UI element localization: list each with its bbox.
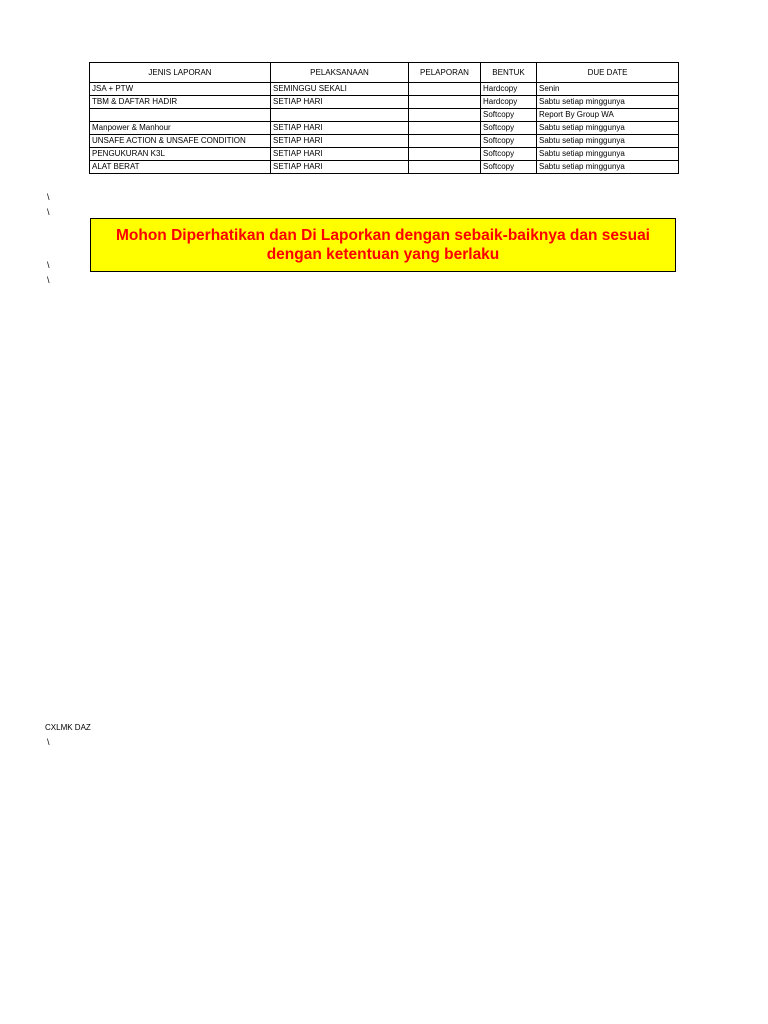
table-row	[90, 148, 679, 161]
cell-pelaporan	[409, 96, 481, 109]
cell-pelaporan	[409, 148, 481, 161]
cell-pelaksanaan: SETIAP HARI	[271, 148, 409, 161]
cell-pelaporan	[409, 122, 481, 135]
cell-jenis: UNSAFE ACTION & UNSAFE CONDITION	[90, 135, 271, 148]
cell-pelaporan	[409, 135, 481, 148]
cell-bentuk: Softcopy	[481, 135, 537, 148]
header-jenis-laporan: JENIS LAPORAN	[90, 63, 271, 83]
cell-jenis: JSA + PTW	[90, 83, 271, 96]
table-row	[90, 135, 679, 148]
cell-due-date: Sabtu setiap minggunya	[537, 148, 679, 161]
cell-bentuk: Softcopy	[481, 109, 537, 122]
table-header-row	[90, 63, 679, 83]
cell-pelaksanaan: SETIAP HARI	[271, 135, 409, 148]
cell-jenis: PENGUKURAN K3L	[90, 148, 271, 161]
cell-pelaporan	[409, 109, 481, 122]
cell-due-date: Sabtu setiap minggunya	[537, 122, 679, 135]
cell-bentuk: Softcopy	[481, 122, 537, 135]
cell-due-date: Sabtu setiap minggunya	[537, 161, 679, 174]
footer-label: CXLMK DAZ	[45, 723, 91, 732]
backslash-mark: \	[47, 260, 50, 270]
cell-due-date: Sabtu setiap minggunya	[537, 96, 679, 109]
cell-pelaksanaan: SETIAP HARI	[271, 161, 409, 174]
table-row	[90, 109, 679, 122]
backslash-mark: \	[47, 275, 50, 285]
backslash-mark: \	[47, 192, 50, 202]
cell-pelaksanaan: SETIAP HARI	[271, 122, 409, 135]
cell-bentuk: Hardcopy	[481, 96, 537, 109]
cell-due-date: Senin	[537, 83, 679, 96]
table-row	[90, 122, 679, 135]
cell-pelaksanaan: SETIAP HARI	[271, 96, 409, 109]
table-row	[90, 161, 679, 174]
cell-jenis: TBM & DAFTAR HADIR	[90, 96, 271, 109]
report-schedule-table	[89, 62, 679, 174]
header-pelaksanaan: PELAKSANAAN	[271, 63, 409, 83]
header-due-date: DUE DATE	[537, 63, 679, 83]
cell-bentuk: Hardcopy	[481, 83, 537, 96]
cell-bentuk: Softcopy	[481, 161, 537, 174]
header-bentuk: BENTUK	[481, 63, 537, 83]
header-pelaporan: PELAPORAN	[409, 63, 481, 83]
cell-due-date: Sabtu setiap minggunya	[537, 135, 679, 148]
notice-text: Mohon Diperhatikan dan Di Laporkan dengan sebaik-baiknya dan sesuai dengan ketentuan yang berlaku	[115, 227, 650, 263]
backslash-mark: \	[47, 207, 50, 217]
cell-pelaporan	[409, 161, 481, 174]
cell-pelaksanaan: SEMINGGU SEKALI	[271, 83, 409, 96]
notice-box	[90, 218, 676, 272]
table-row	[90, 83, 679, 96]
cell-jenis: ALAT BERAT	[90, 161, 271, 174]
cell-bentuk: Softcopy	[481, 148, 537, 161]
table-row	[90, 96, 679, 109]
cell-jenis: Manpower & Manhour	[90, 122, 271, 135]
cell-jenis	[90, 109, 271, 122]
cell-pelaporan	[409, 83, 481, 96]
cell-due-date: Report By Group WA	[537, 109, 679, 122]
backslash-mark: \	[47, 737, 50, 747]
cell-pelaksanaan	[271, 109, 409, 122]
